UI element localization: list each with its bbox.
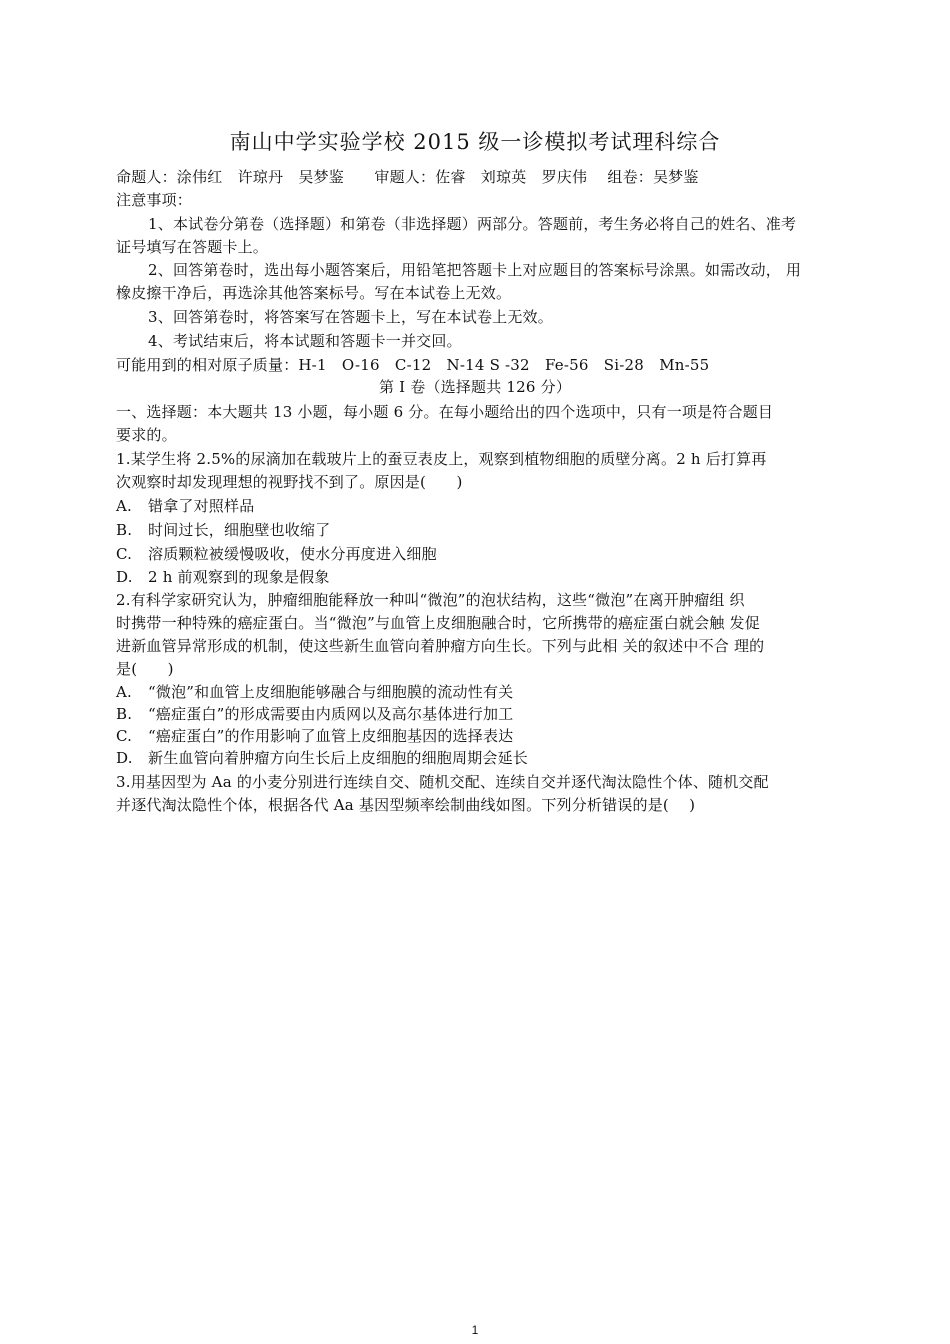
notice-item-2-cont: 橡皮擦干净后，再选涂其他答案标号。写在本试卷上无效。 (116, 284, 512, 302)
notice-item-4: 4、考试结束后，将本试题和答题卡一并交回。 (148, 332, 462, 350)
option-letter: C. (116, 727, 133, 745)
q2-stem-line-1: 2.有科学家研究认为，肿瘤细胞能释放一种叫“微泡”的泡状结构，这些“微泡”在离开肿瘤组 织 (116, 591, 745, 609)
authors-line: 命题人：涂伟红 许琼丹 吴梦鉴 审题人：佐睿 刘琼英 罗庆伟 组卷：吴梦鉴 (116, 168, 699, 186)
q2-option-b (116, 703, 513, 725)
q1-option-b (116, 519, 330, 541)
option-text: 错拿了对照样品 (148, 497, 255, 515)
notice-item-2: 2、回答第卷时，选出每小题答案后，用铅笔把答题卡上对应题目的答案标号涂黑。如需改动， 用 (148, 261, 802, 279)
notice-item-3: 3、回答第卷时，将答案写在答题卡上，写在本试卷上无效。 (148, 308, 553, 326)
option-letter: A. (116, 497, 133, 515)
option-letter: D. (116, 568, 133, 586)
q1-stem-line-1: 1.某学生将 2.5%的尿滴加在载玻片上的蚕豆表皮上，观察到植物细胞的质壁分离。2 h 后打算再 (116, 450, 767, 468)
atomic-mass-line: 可能用到的相对原子质量：H-1 O-16 C-12 N-14 S -32 Fe-56 Si-28 Mn-55 (116, 356, 710, 374)
part-intro-line-1: 一、选择题：本大题共 13 小题，每小题 6 分。在每小题给出的四个选项中，只有一项是符合题目 (116, 403, 774, 421)
notice-heading: 注意事项： (116, 191, 193, 209)
q1-stem-line-2: 次观察时却发现理想的视野找不到了。原因是( ) (116, 473, 463, 491)
option-letter: D. (116, 749, 133, 767)
option-text: “癌症蛋白”的作用影响了血管上皮细胞基因的选择表达 (148, 727, 514, 745)
q2-stem-line-3: 进新血管异常形成的机制，使这些新生血管向着肿瘤方向生长。下列与此相 关的叙述中不合 理的 (116, 637, 765, 655)
option-text: “微泡”和血管上皮细胞能够融合与细胞膜的流动性有关 (148, 683, 514, 701)
option-text: 2 h 前观察到的现象是假象 (148, 568, 330, 586)
q1-option-a (116, 495, 254, 517)
option-text: 溶质颗粒被缓慢吸收，使水分再度进入细胞 (148, 545, 437, 563)
page-number: 1 (471, 1323, 479, 1337)
q3-stem-line-2: 并逐代淘汰隐性个体，根据各代 Aa 基因型频率绘制曲线如图。下列分析错误的是( ) (116, 796, 696, 814)
q1-option-c (116, 543, 437, 565)
q2-option-c (116, 725, 513, 747)
q2-option-d (116, 747, 528, 769)
option-letter: B. (116, 521, 133, 539)
exam-title: 南山中学实验学校 2015 级一诊模拟考试理科综合 (229, 130, 721, 154)
q2-stem-line-2: 时携带一种特殊的癌症蛋白。当“微泡”与血管上皮细胞融合时，它所携带的癌症蛋白就会触 发促 (116, 614, 760, 632)
q2-option-a (116, 681, 513, 703)
section-title: 第 I 卷（选择题共 126 分） (378, 378, 572, 396)
q3-stem-line-1: 3.用基因型为 Aa 的小麦分别进行连续自交、随机交配、连续自交并逐代淘汰隐性个体、随机交配 (116, 773, 769, 791)
option-text: 新生血管向着肿瘤方向生长后上皮细胞的细胞周期会延长 (148, 749, 529, 767)
option-letter: C. (116, 545, 133, 563)
q2-stem-line-4: 是( ) (116, 660, 174, 678)
option-text: “癌症蛋白”的形成需要由内质网以及高尔基体进行加工 (148, 705, 514, 723)
notice-item-1-cont: 证号填写在答题卡上。 (116, 238, 269, 256)
option-letter: A. (116, 683, 133, 701)
q1-option-d (116, 566, 330, 588)
option-letter: B. (116, 705, 133, 723)
part-intro-line-2: 要求的。 (116, 426, 177, 444)
option-text: 时间过长，细胞壁也收缩了 (148, 521, 331, 539)
notice-item-1: 1、本试卷分第卷（选择题）和第卷（非选择题）两部分。答题前，考生务必将自己的姓名、准考 (148, 215, 797, 233)
